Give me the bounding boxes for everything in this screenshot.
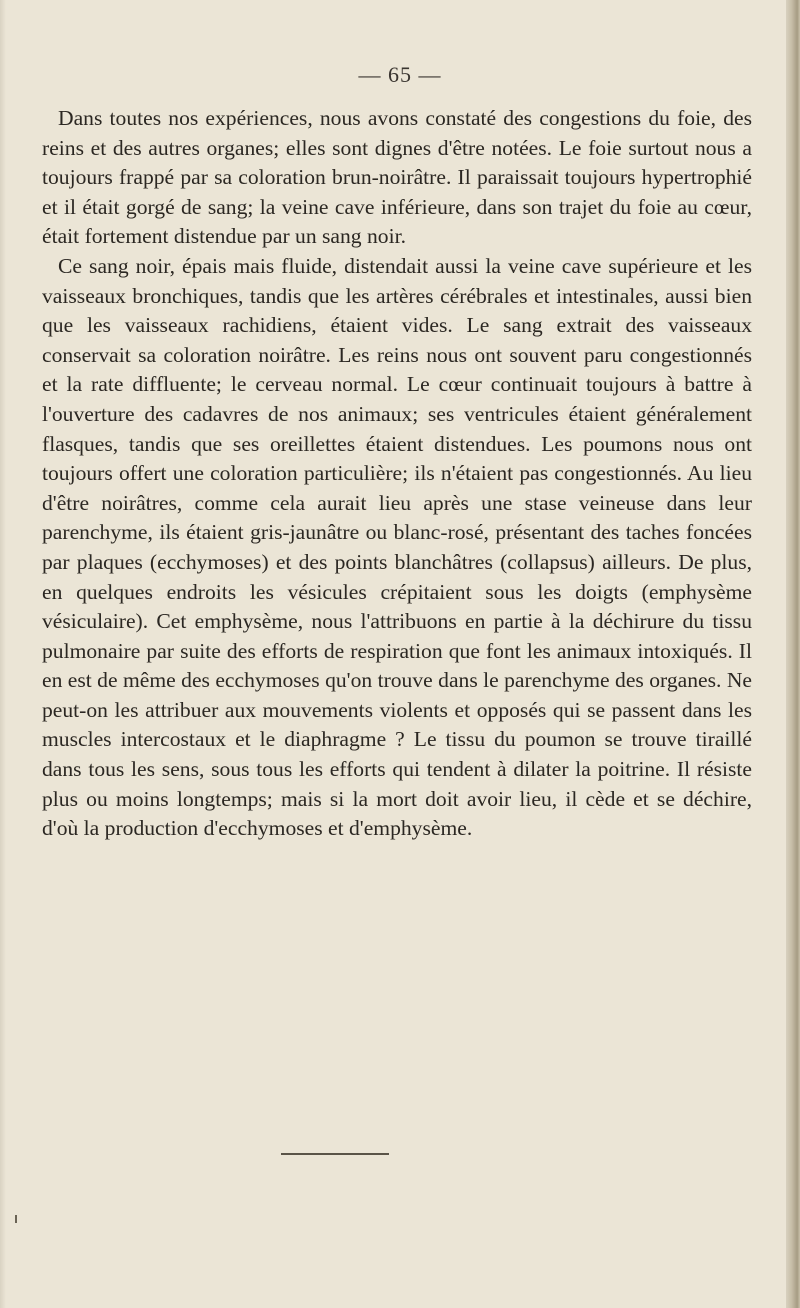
paragraph-2: Ce sang noir, épais mais fluide, distendait aussi la veine cave supérieure et les vaisseaux bronchiques, tandis que les artères cérébrales et intestinales, aussi bien que les vaisseaux rachidiens, étaient vides. Le sang extrait des vaisseaux conservait sa coloration noirâtre. Les reins nous ont souvent paru congestionnés et la rate diffluente; le cerveau normal. Le cœur continuait toujours à battre à l'ouverture des cadavres de nos animaux; ses ventricules étaient généralement flasques, tandis que ses oreillettes étaient distendues. Les poumons nous ont toujours offert une coloration particulière; ils n'étaient pas congestionnés. Au lieu d'être noirâtres, comme cela aurait lieu après une stase veineuse dans leur parenchyme, ils étaient gris-jaunâtre ou blanc-rosé, présentant des taches foncées par plaques (ecchymoses) et des points blanchâtres (collapsus) ailleurs. De plus, en quelques endroits les vésicules crépitaient sous les doigts (emphysème vésiculaire). Cet emphysème, nous l'attribuons en partie à la déchirure du tissu pulmonaire par suite des efforts de respiration que font les animaux intoxiqués. Il en est de même des ecchymoses qu'on trouve dans le parenchyme des organes. Ne peut-on les attribuer aux mouvements violents et opposés qui se passent dans les muscles intercostaux et le diaphragme ? Le tissu du poumon se trouve tiraillé dans tous les sens, sous tous les efforts qui tendent à dilater la poitrine. Il résiste plus ou moins longtemps; mais si la mort doit avoir lieu, il cède et se déchire, d'où la production d'ecchymoses et d'emphysème. <box>42 253 752 841</box>
section-divider-rule <box>281 1153 389 1155</box>
page-number: — 65 — <box>358 62 442 87</box>
page-right-edge <box>786 0 800 1308</box>
page-left-edge <box>0 0 6 1308</box>
paragraph-1: Dans toutes nos expériences, nous avons constaté des congestions du foie, des reins et des autres organes; elles sont dignes d'être notées. Le foie surtout nous a toujours frappé par sa coloration brun-noirâtre. Il paraissait toujours hypertrophié et il était gorgé de sang; la veine cave inférieure, dans son trajet du foie au cœur, était fortement distendue par un sang noir. <box>42 106 752 249</box>
body-text <box>42 104 752 844</box>
paper-speck <box>15 1215 17 1223</box>
